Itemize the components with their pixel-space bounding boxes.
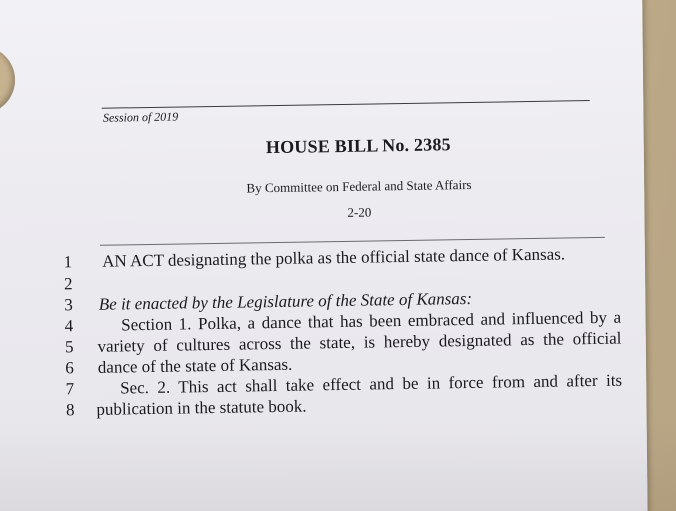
line-number: 7 bbox=[65, 379, 75, 399]
line-number: 6 bbox=[65, 358, 74, 378]
line-number: 1 bbox=[63, 252, 73, 272]
enacting-clause: Be it enacted by the Legislature of the State of Kansas: bbox=[98, 288, 473, 314]
line-number: 2 bbox=[63, 274, 73, 294]
bill-line: dance of the state of Kansas. bbox=[97, 354, 293, 377]
bill-date: 2-20 bbox=[347, 204, 372, 220]
bill-line: variety of cultures across the state, is hereby designated as the official bbox=[97, 328, 622, 356]
session-label: Session of 2019 bbox=[102, 109, 179, 125]
line-number: 8 bbox=[65, 400, 75, 420]
bill-line: Section 1. Polka, a dance that has been embraced and influenced by a bbox=[121, 307, 622, 335]
line-number: 4 bbox=[64, 316, 74, 336]
line-number: 5 bbox=[64, 337, 74, 357]
committee-line: By Committee on Federal and State Affairs bbox=[246, 176, 472, 196]
bill-title: HOUSE BILL No. 2385 bbox=[265, 134, 451, 158]
header-rule bbox=[102, 100, 590, 109]
bill-line: Sec. 2. This act shall take effect and be in force from and after its bbox=[119, 370, 623, 398]
bill-line: AN ACT designating the polka as the official state dance of Kansas. bbox=[101, 244, 566, 271]
line-number: 3 bbox=[64, 295, 73, 315]
bill-line: publication in the statute book. bbox=[96, 396, 307, 419]
